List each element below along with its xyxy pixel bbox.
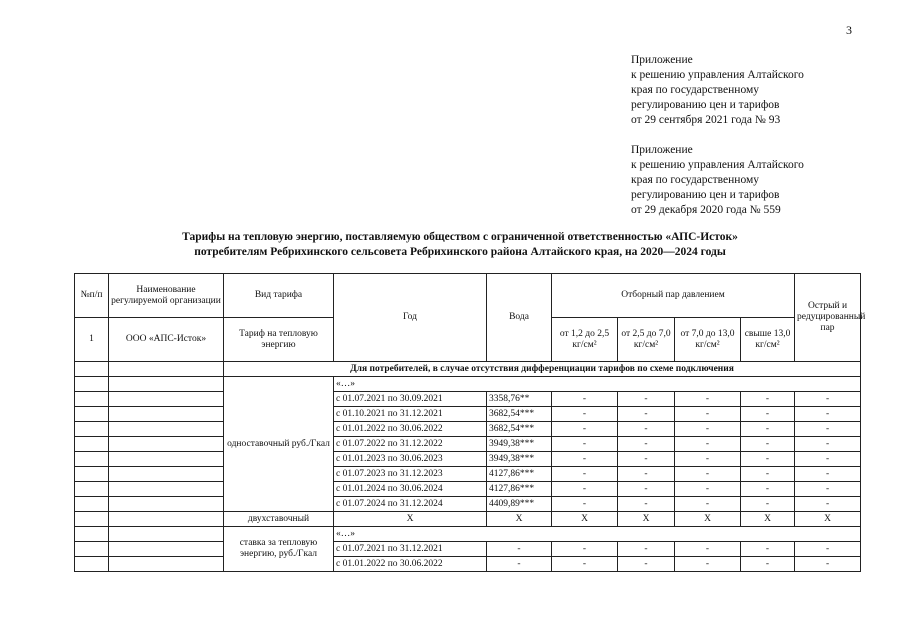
empty-cell [75,557,109,572]
water-value-cell: 3949,38*** [487,452,552,467]
water-value-cell: 3682,54*** [487,422,552,437]
dash-cell: - [741,497,795,512]
x-mark-cell: X [675,512,741,527]
table-row [75,527,861,542]
table-row [75,377,861,392]
tariff-name: Тариф на тепловую энергию [224,318,334,362]
dash-cell: - [741,452,795,467]
dash-cell: - [675,437,741,452]
table-row [75,557,861,572]
header-cell-sharp-steam: Острый и редуцированный пар [795,274,861,362]
empty-cell [75,497,109,512]
header-cell-p3: от 7,0 до 13,0 кг/см² [675,318,741,362]
empty-cell [109,392,224,407]
document-title [60,230,860,260]
ellipsis-cell: «…» [334,527,861,542]
period-cell: с 01.07.2024 по 31.12.2024 [334,497,487,512]
empty-cell [75,362,109,377]
appendix-line: от 29 сентября 2021 года № 93 [631,114,781,126]
title-line-1: Тарифы на тепловую энергию, поставляемую обществом с ограниченной ответственностью «АПС-Исток» [182,231,738,243]
empty-cell [109,407,224,422]
table-row [75,392,861,407]
empty-cell [75,527,109,542]
empty-cell [109,512,224,527]
dash-cell: - [618,452,675,467]
dash-cell: - [795,452,861,467]
dash-cell: - [795,497,861,512]
appendix-block-2 [631,143,804,218]
empty-cell [109,482,224,497]
dash-cell: - [487,542,552,557]
empty-cell [75,512,109,527]
dash-cell: - [552,437,618,452]
dash-cell: - [618,437,675,452]
dash-cell: - [795,482,861,497]
row-number: 1 [75,318,109,362]
header-cell-p1: от 1,2 до 2,5 кг/см² [552,318,618,362]
dash-cell: - [675,407,741,422]
empty-cell [109,467,224,482]
period-cell: с 01.07.2021 по 31.12.2021 [334,542,487,557]
dash-cell: - [675,557,741,572]
dash-cell: - [675,467,741,482]
dash-cell: - [675,422,741,437]
dash-cell: - [741,437,795,452]
dash-cell: - [675,497,741,512]
dash-cell: - [618,407,675,422]
water-value-cell: 4127,86*** [487,482,552,497]
dash-cell: - [741,467,795,482]
x-mark-cell: X [334,512,487,527]
period-cell: с 01.01.2024 по 30.06.2024 [334,482,487,497]
empty-cell [109,497,224,512]
heat-rate-label: ставка за тепловую энергию, руб./Гкал [224,527,334,572]
header-cell-num: №п/п [75,274,109,318]
dash-cell: - [552,542,618,557]
dash-cell: - [618,482,675,497]
appendix-line: Приложение [631,144,693,156]
empty-cell [75,377,109,392]
dash-cell: - [675,452,741,467]
x-mark-cell: X [552,512,618,527]
water-value-cell: 3358,76** [487,392,552,407]
table-row [75,422,861,437]
empty-cell [75,407,109,422]
table-row [75,497,861,512]
empty-cell [109,422,224,437]
dash-cell: - [795,542,861,557]
header-cell-p4: свыше 13,0 кг/см² [741,318,795,362]
table-row-two-rate [75,512,861,527]
dash-cell: - [552,392,618,407]
table-row [75,407,861,422]
dash-cell: - [675,482,741,497]
dash-cell: - [741,392,795,407]
x-mark-cell: X [487,512,552,527]
table-header-row [75,274,861,318]
header-cell-water: Вода [487,274,552,362]
dash-cell: - [618,497,675,512]
tariff-table [74,273,866,572]
appendix-line: к решению управления Алтайского [631,159,804,171]
empty-cell [75,542,109,557]
appendix-line: регулированию цен и тарифов [631,189,780,201]
dash-cell: - [795,467,861,482]
dash-cell: - [741,422,795,437]
ellipsis-cell: «…» [334,377,861,392]
appendix-line: к решению управления Алтайского [631,69,804,81]
dash-cell: - [741,557,795,572]
dash-cell: - [618,392,675,407]
empty-cell [109,557,224,572]
title-line-2: потребителям Ребрихинского сельсовета Ребрихинского района Алтайского края, на 2020—2024 годы [194,246,726,258]
empty-cell [75,437,109,452]
dash-cell: - [552,422,618,437]
table-row [75,482,861,497]
header-cell-p2: от 2,5 до 7,0 кг/см² [618,318,675,362]
empty-cell [109,542,224,557]
org-name: ООО «АПС-Исток» [109,318,224,362]
period-cell: с 01.10.2021 по 31.12.2021 [334,407,487,422]
period-cell: с 01.07.2022 по 31.12.2022 [334,437,487,452]
dash-cell: - [552,557,618,572]
appendix-line: Приложение [631,54,693,66]
header-cell-steam: Отборный пар давлением [552,274,795,318]
appendix-line: регулированию цен и тарифов [631,99,780,111]
table-row [75,467,861,482]
empty-cell [75,452,109,467]
appendix-block-1 [631,53,804,128]
dash-cell: - [487,557,552,572]
x-mark-cell: X [741,512,795,527]
dash-cell: - [618,467,675,482]
dash-cell: - [552,482,618,497]
dash-cell: - [741,482,795,497]
empty-cell [75,482,109,497]
table-row [75,437,861,452]
table-row-section [75,362,861,377]
empty-cell [109,362,224,377]
empty-cell [75,467,109,482]
header-cell-tariff-type: Вид тарифа [224,274,334,318]
appendix-line: от 29 декабря 2020 года № 559 [631,204,781,216]
table-row [75,452,861,467]
header-cell-org: Наименование регулируемой организации [109,274,224,318]
header-cell-year: Год [334,274,487,362]
single-rate-label: одноставочный руб./Гкал [224,377,334,512]
dash-cell: - [741,542,795,557]
period-cell: с 01.07.2021 по 30.09.2021 [334,392,487,407]
section-title: Для потребителей, в случае отсутствия дифференциации тарифов по схеме подключения [224,362,861,377]
empty-cell [75,392,109,407]
dash-cell: - [795,392,861,407]
two-rate-label: двухставочный [224,512,334,527]
dash-cell: - [618,422,675,437]
dash-cell: - [741,407,795,422]
appendix-line: края по государственному [631,84,759,96]
page-number: 3 [846,23,852,37]
water-value-cell: 4127,86*** [487,467,552,482]
period-cell: с 01.01.2022 по 30.06.2022 [334,422,487,437]
dash-cell: - [618,542,675,557]
x-mark-cell: X [795,512,861,527]
dash-cell: - [795,437,861,452]
dash-cell: - [675,542,741,557]
period-cell: с 01.01.2023 по 30.06.2023 [334,452,487,467]
dash-cell: - [552,467,618,482]
x-mark-cell: X [618,512,675,527]
dash-cell: - [795,422,861,437]
dash-cell: - [552,452,618,467]
empty-cell [75,422,109,437]
table-row [75,542,861,557]
dash-cell: - [618,557,675,572]
dash-cell: - [552,407,618,422]
dash-cell: - [795,407,861,422]
empty-cell [109,377,224,392]
appendix-line: края по государственному [631,174,759,186]
dash-cell: - [675,392,741,407]
period-cell: с 01.01.2022 по 30.06.2022 [334,557,487,572]
dash-cell: - [795,557,861,572]
dash-cell: - [552,497,618,512]
empty-cell [109,527,224,542]
period-cell: с 01.07.2023 по 31.12.2023 [334,467,487,482]
empty-cell [109,437,224,452]
empty-cell [109,452,224,467]
water-value-cell: 3682,54*** [487,407,552,422]
water-value-cell: 3949,38*** [487,437,552,452]
water-value-cell: 4409,89*** [487,497,552,512]
